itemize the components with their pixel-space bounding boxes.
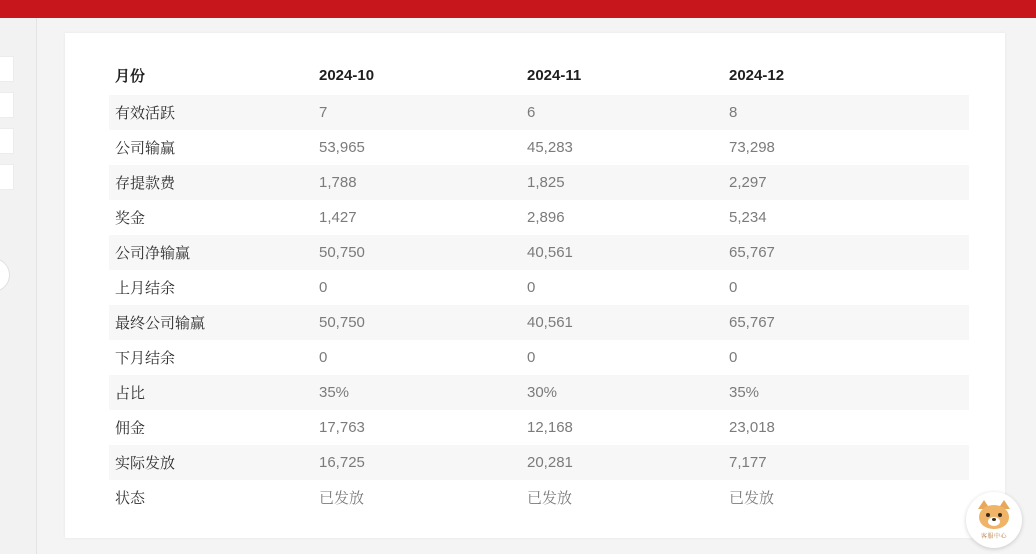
- top-header-band: [0, 0, 1036, 18]
- row-value: 5,234: [729, 209, 767, 226]
- table-row: [109, 95, 969, 130]
- row-value: 0: [729, 279, 738, 296]
- row-label: 公司输赢: [115, 140, 176, 157]
- column-header-month-2: 2024-11: [527, 66, 582, 84]
- row-value: 35%: [729, 375, 969, 410]
- row-value: 0: [527, 349, 536, 366]
- table-row: [109, 480, 969, 515]
- report-card: [65, 33, 1005, 538]
- table-row: [109, 305, 969, 340]
- mascot-nose: [992, 518, 996, 521]
- table-header: [109, 55, 969, 95]
- column-header-month-3: 2024-12: [729, 66, 785, 84]
- shiba-mascot-icon[interactable]: [966, 492, 1022, 548]
- table-header-row: [109, 55, 969, 95]
- row-label: 有效活跃: [109, 95, 319, 130]
- mascot-label: 客服中心: [980, 534, 1007, 540]
- row-value: 0: [527, 279, 536, 296]
- mascot-eye-right: [998, 513, 1002, 517]
- table-row: [109, 235, 969, 270]
- row-label: 状态: [115, 490, 146, 507]
- gutter-slot-2: [0, 92, 14, 118]
- row-label: 占比: [109, 375, 319, 410]
- sidebar-toggle-handle[interactable]: [0, 258, 10, 292]
- row-label: 最终公司输赢: [109, 305, 319, 340]
- table-row: [109, 165, 969, 200]
- column-header-metric: 月份: [115, 67, 146, 85]
- row-value: 53,965: [319, 139, 365, 156]
- row-value: 35%: [319, 375, 527, 410]
- column-header-month-1: 2024-10: [319, 66, 375, 84]
- row-value: 7,177: [729, 445, 969, 480]
- row-label: 上月结余: [115, 280, 176, 297]
- row-value: 1,788: [319, 165, 527, 200]
- row-value: 50,750: [319, 235, 527, 270]
- row-label: 公司净输赢: [109, 235, 319, 270]
- row-value: 65,767: [729, 235, 969, 270]
- row-value: 45,283: [527, 139, 573, 156]
- table-row: [109, 200, 969, 235]
- table-row: [109, 445, 969, 480]
- row-label: 实际发放: [109, 445, 319, 480]
- row-value: 已发放: [729, 490, 775, 507]
- mascot-eye-left: [986, 513, 990, 517]
- row-value: 20,281: [527, 445, 729, 480]
- row-value: 8: [729, 95, 969, 130]
- row-value: 40,561: [527, 305, 729, 340]
- row-value: 已发放: [319, 490, 365, 507]
- row-value: 12,168: [527, 419, 573, 436]
- mascot-face: [977, 500, 1011, 530]
- gutter-slot-3: [0, 128, 14, 154]
- row-value: 7: [319, 95, 527, 130]
- row-value: 40,561: [527, 235, 729, 270]
- table-row: [109, 130, 969, 165]
- table-row: [109, 340, 969, 375]
- row-value: 17,763: [319, 419, 365, 436]
- monthly-report-table: [109, 55, 969, 515]
- row-label: 下月结余: [115, 350, 176, 367]
- row-label: 奖金: [115, 210, 146, 227]
- row-value: 1,427: [319, 209, 357, 226]
- row-value: 73,298: [729, 139, 775, 156]
- row-value: 1,825: [527, 165, 729, 200]
- table-body: [109, 95, 969, 515]
- table-row: [109, 375, 969, 410]
- row-label: 存提款费: [109, 165, 319, 200]
- table-row: [109, 410, 969, 445]
- left-gutter: [0, 18, 37, 554]
- row-value: 0: [729, 349, 738, 366]
- row-value: 0: [319, 279, 328, 296]
- row-value: 6: [527, 95, 729, 130]
- row-value: 30%: [527, 375, 729, 410]
- row-value: 2,297: [729, 165, 969, 200]
- row-value: 23,018: [729, 419, 775, 436]
- row-value: 50,750: [319, 305, 527, 340]
- row-value: 已发放: [527, 490, 573, 507]
- table-row: [109, 270, 969, 305]
- gutter-slot-4: [0, 164, 14, 190]
- row-value: 0: [319, 349, 328, 366]
- row-value: 65,767: [729, 305, 969, 340]
- row-value: 16,725: [319, 445, 527, 480]
- gutter-slot-1: [0, 56, 14, 82]
- row-label: 佣金: [115, 420, 146, 437]
- row-value: 2,896: [527, 209, 565, 226]
